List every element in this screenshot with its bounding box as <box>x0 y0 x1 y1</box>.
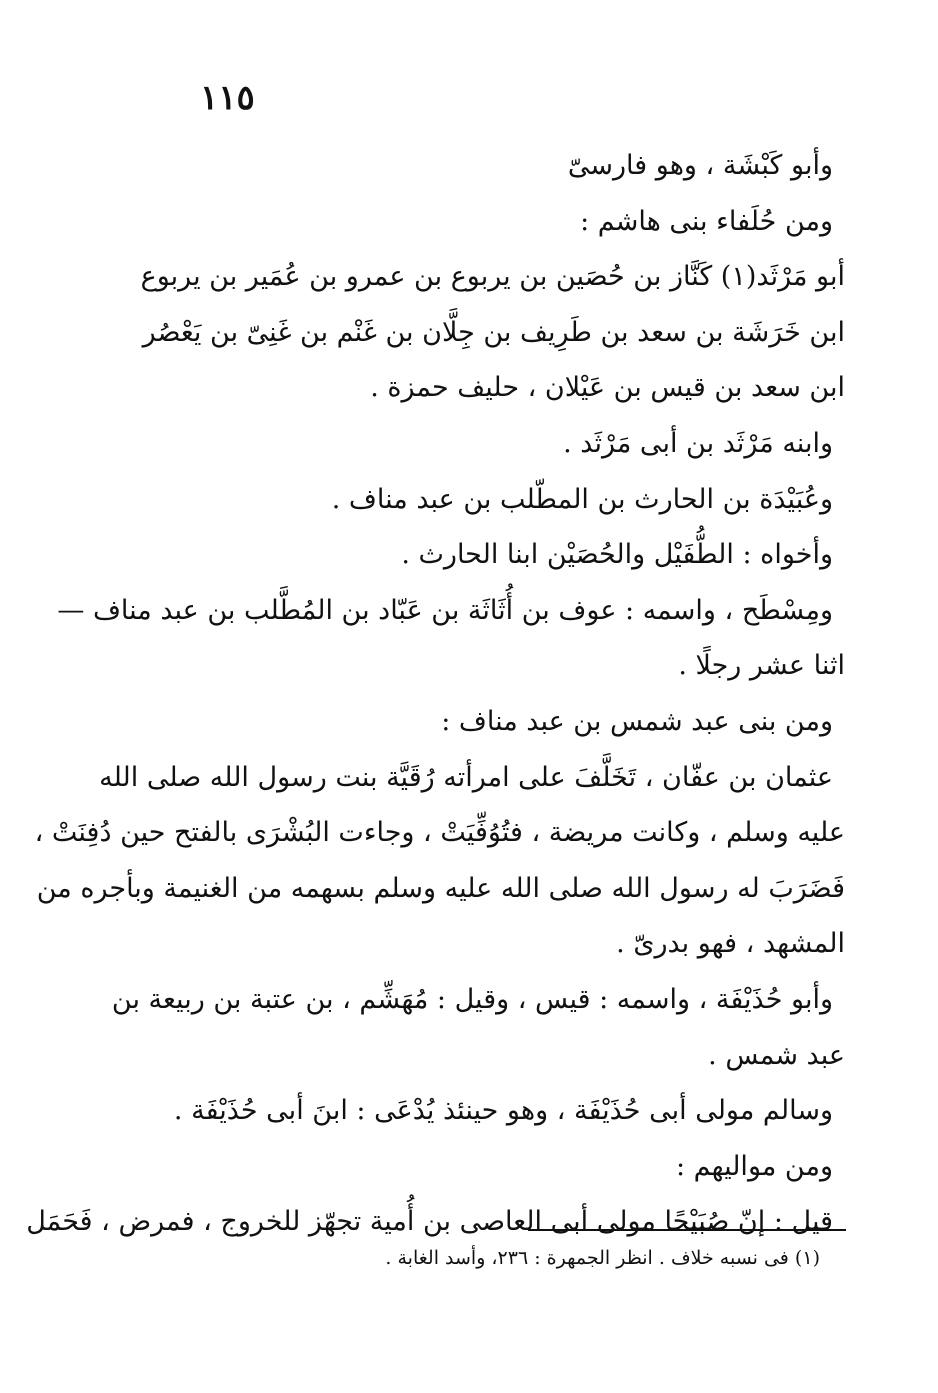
footnote: (١) فى نسبه خلاف . انظر الجمهرة : ٢٣٦، وأسد الغابة . <box>385 1247 820 1269</box>
text-line-13: عليه وسلم ، وكانت مريضة ، فتُوُفِّيَتْ ، وجاءت البُشْرَى بالفتح حين دُفِنَتْ ، <box>34 817 845 849</box>
text-line-4: ابن خَرَشَة بن سعد بن طَرِيف بن جِلَّان بن غَنْم بن غَنِىّ بن يَعْصُر <box>142 316 845 348</box>
body-text <box>26 138 845 1250</box>
text-line-9: ومِسْطَح ، واسمه : عوف بن أُثَاثَة بن عَبّاد بن المُطَّلب بن عبد مناف — <box>57 594 833 626</box>
text-line-19: ومن مواليهم : <box>675 1150 833 1182</box>
text-line-10: اثنا عشر رجلًا . <box>678 650 845 682</box>
text-line-5: ابن سعد بن قيس بن عَيْلان ، حليف حمزة . <box>370 372 845 404</box>
text-line-12: عثمان بن عفّان ، تَخَلَّفَ على امرأته رُقَيَّة بنت رسول الله صلى الله <box>99 761 833 793</box>
text-line-6: وابنه مَرْثَد بن أبى مَرْثَد . <box>563 427 833 459</box>
text-line-14: فَضَرَبَ له رسول الله صلى الله عليه وسلم بسهمه من الغنيمة وبأجره من <box>36 872 845 904</box>
text-line-2: ومن حُلَفاء بنى هاشم : <box>580 205 833 237</box>
text-line-16: وأبو حُذَيْفَة ، واسمه : قيس ، وقيل : مُهَشِّم ، بن عتبة بن ربيعة بن <box>111 983 833 1015</box>
text-line-8: وأخواه : الطُّفَيْل والحُصَيْن ابنا الحارث . <box>401 539 833 571</box>
text-line-7: وعُبَيْدَة بن الحارث بن المطّلب بن عبد مناف . <box>331 483 833 515</box>
text-line-18: وسالم مولى أبى حُذَيْفَة ، وهو حينئذ يُدْعَى : ابنَ أبى حُذَيْفَة . <box>173 1095 833 1127</box>
text-line-15: المشهد ، فهو بدرىّ . <box>616 928 845 960</box>
text-line-17: عبد شمس . <box>708 1039 845 1071</box>
text-line-1: وأبو كَبْشَة ، وهو فارسىّ <box>567 150 833 181</box>
text-line-11: ومن بنى عبد شمس بن عبد مناف : <box>441 705 833 737</box>
page-number: ١١٥ <box>200 78 255 118</box>
text-line-20: قيل : إنّ صُبَيْحًا مولى أبى العاصى بن أُمية تجهّز للخروج ، فمرض ، فَحَمَل <box>26 1206 833 1238</box>
footnote-divider <box>528 1229 846 1231</box>
text-line-3: أبو مَرْثَد(١) كَنَّاز بن حُصَين بن يربوع بن عمرو بن عُمَير بن يربوع <box>140 261 845 293</box>
